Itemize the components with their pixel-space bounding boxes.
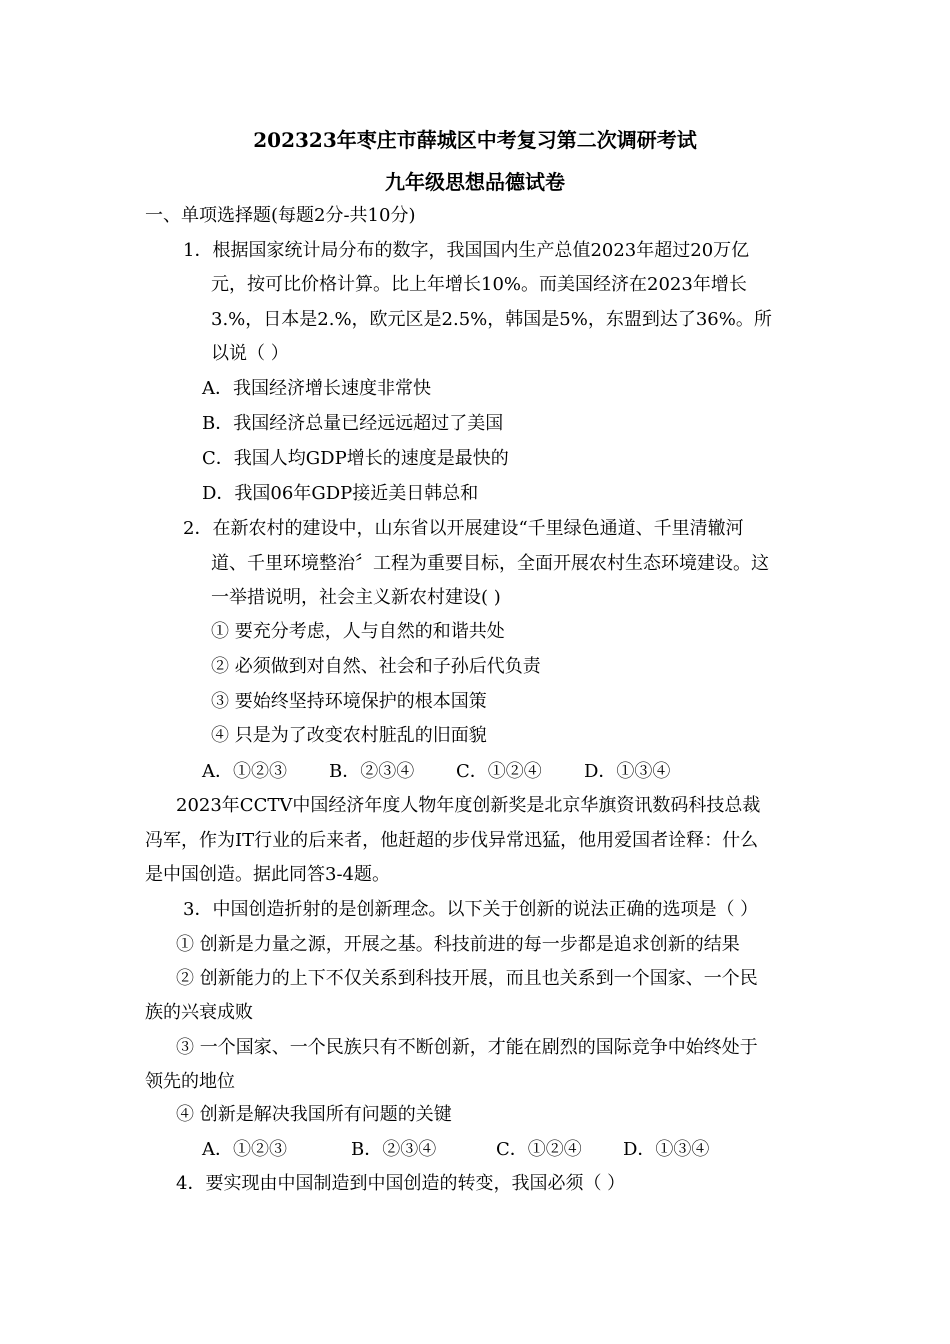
q2-stem-line: 道、千里环境整治〞工程为重要目标，全面开展农村生态环境建设。这 bbox=[211, 553, 769, 574]
q3-statement-4: ④ 创新是解决我国所有问题的关键 bbox=[176, 1104, 452, 1125]
q2-statement-1: ① 要充分考虑，人与自然的和谐共处 bbox=[211, 621, 505, 642]
q1-option-a: A．我国经济增长速度非常快 bbox=[202, 378, 431, 399]
passage-line: 2023年CCTV中国经济年度人物年度创新奖是北京华旗资讯数码科技总裁 bbox=[176, 795, 761, 816]
q3-statement-3-cont: 领先的地位 bbox=[145, 1071, 235, 1092]
q3-statement-1: ① 创新是力量之源，开展之基。科技前进的每一步都是追求创新的结果 bbox=[176, 934, 740, 955]
exam-title: 202323年枣庄市薛城区中考复习第二次调研考试 bbox=[253, 128, 697, 152]
exam-subtitle: 九年级思想品德试卷 bbox=[385, 170, 565, 194]
q1-stem-line: 元，按可比价格计算。比上年增长10%。而美国经济在2023年增长 bbox=[211, 274, 747, 295]
passage-line: 是中国创造。据此同答3-4题。 bbox=[145, 864, 390, 885]
q4-stem: 4．要实现由中国制造到中国创造的转变，我国必须（ ） bbox=[176, 1173, 626, 1194]
q1-stem-line: 3.%，日本是2.%，欧元区是2.5%，韩国是5%，东盟到达了36%。所 bbox=[211, 309, 772, 330]
q3-choice-c: C．①②④ bbox=[496, 1139, 582, 1160]
q2-choice-c: C．①②④ bbox=[456, 761, 542, 782]
q1-option-d: D．我国06年GDP接近美日韩总和 bbox=[202, 483, 479, 504]
q2-statement-2: ② 必须做到对自然、社会和子孙后代负责 bbox=[211, 656, 541, 677]
q3-statement-2: ② 创新能力的上下不仅关系到科技开展，而且也关系到一个国家、一个民 bbox=[176, 968, 758, 989]
q2-choice-a: A．①②③ bbox=[202, 761, 287, 782]
q3-statement-2-cont: 族的兴衰成败 bbox=[145, 1002, 253, 1023]
q3-choice-a: A．①②③ bbox=[202, 1139, 287, 1160]
q2-stem-line: 2．在新农村的建设中，山东省以开展建设“千里绿色通道、千里清辙河 bbox=[183, 518, 744, 539]
q1-option-b: B．我国经济总量已经远远超过了美国 bbox=[202, 413, 504, 434]
q3-choice-b: B．②③④ bbox=[351, 1139, 437, 1160]
q2-statement-3: ③ 要始终坚持环境保护的根本国策 bbox=[211, 691, 487, 712]
passage-line: 冯军，作为IT行业的后来者，他赶超的步伐异常迅猛，他用爱国者诠释：什么 bbox=[145, 830, 759, 851]
q2-stem-line: 一举措说明，社会主义新农村建设( ) bbox=[211, 587, 501, 608]
q1-stem-line: 1．根据国家统计局分布的数字，我国国内生产总值2023年超过20万亿 bbox=[183, 240, 750, 261]
q2-statement-4: ④ 只是为了改变农村脏乱的旧面貌 bbox=[211, 725, 487, 746]
q3-statement-3: ③ 一个国家、一个民族只有不断创新，才能在剧烈的国际竞争中始终处于 bbox=[176, 1037, 758, 1058]
q2-choice-b: B．②③④ bbox=[329, 761, 415, 782]
q1-option-c: C．我国人均GDP增长的速度是最快的 bbox=[202, 448, 509, 469]
q2-choice-d: D．①③④ bbox=[584, 761, 671, 782]
q3-stem: 3．中国创造折射的是创新理念。以下关于创新的说法正确的选项是（ ） bbox=[183, 899, 759, 920]
q3-choice-d: D．①③④ bbox=[623, 1139, 710, 1160]
section-heading: 一、单项选择题(每题2分-共10分) bbox=[145, 205, 416, 226]
q1-stem-line: 以说（ ） bbox=[211, 343, 289, 364]
